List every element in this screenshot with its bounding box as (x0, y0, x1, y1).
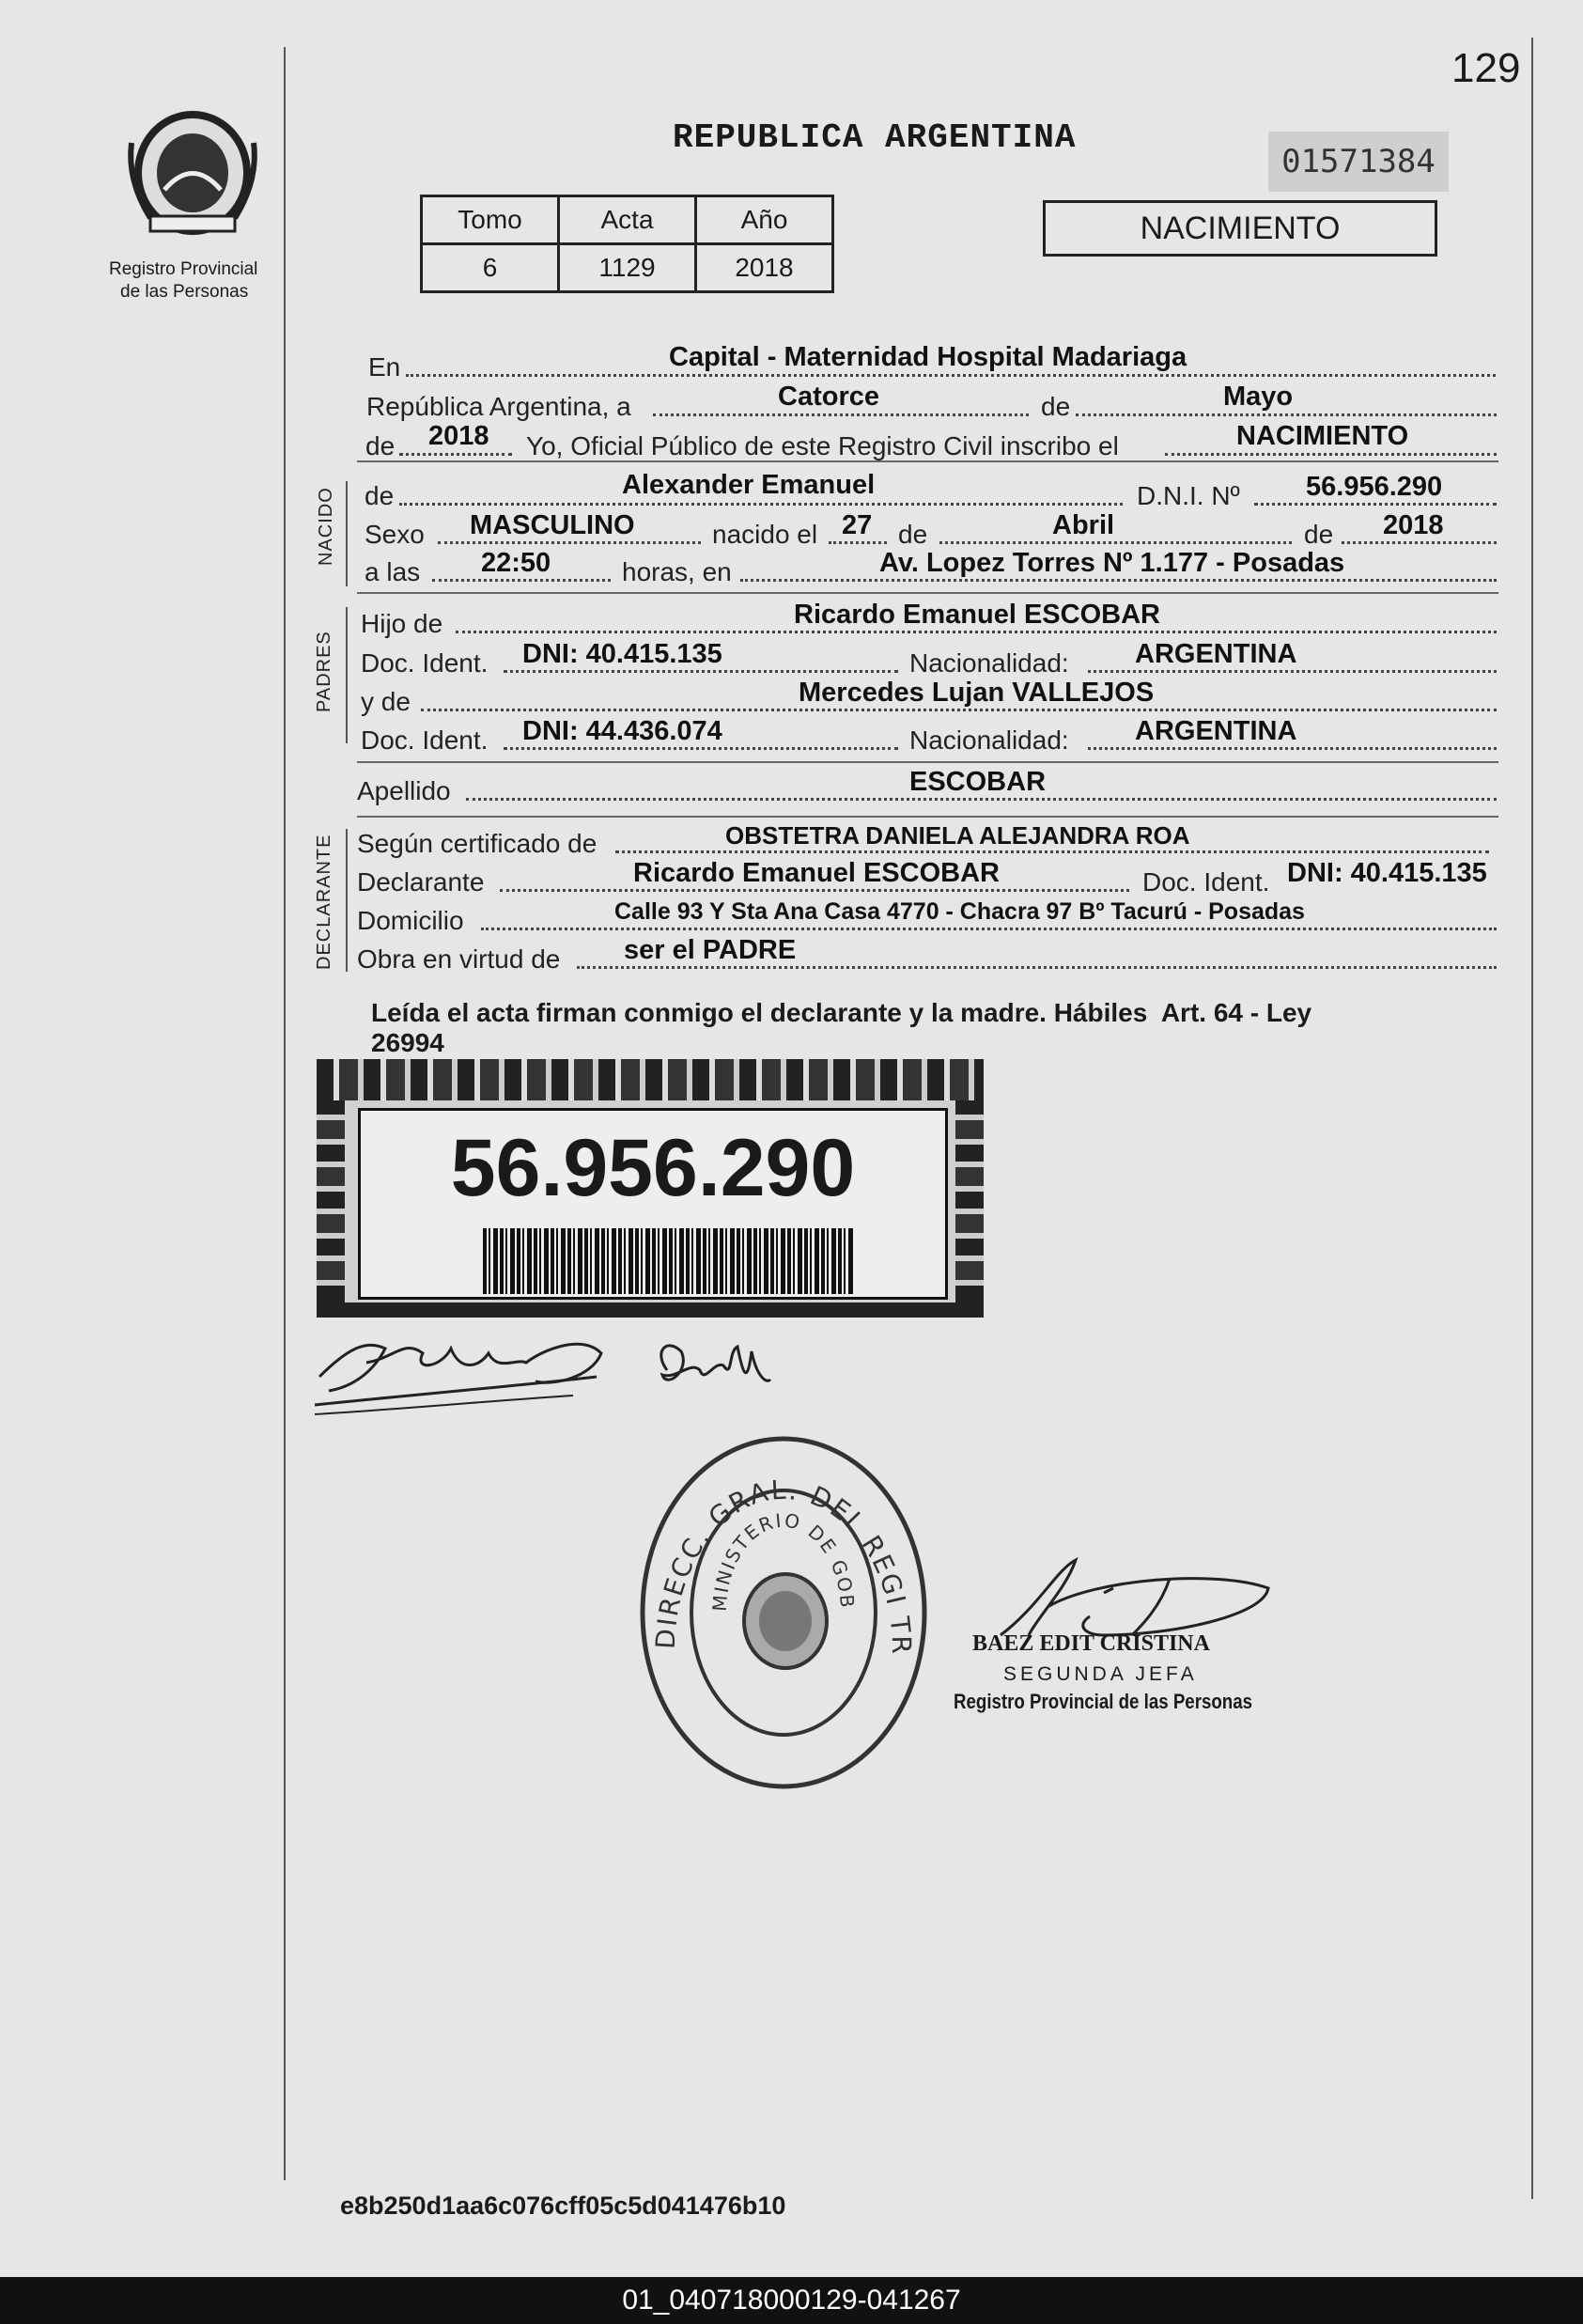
dots (939, 541, 1292, 544)
sexo-label: Sexo (365, 520, 425, 549)
dots (432, 579, 611, 582)
dni-label: D.N.I. Nº (1137, 481, 1240, 510)
record-type: NACIMIENTO (1140, 211, 1341, 246)
birth-address-value: Av. Lopez Torres Nº 1.177 - Posadas (879, 548, 1345, 578)
de-label: de (1304, 520, 1334, 549)
official-role: SEGUNDA JEFA (1003, 1663, 1198, 1685)
dots (399, 453, 512, 456)
cert-value: OBSTETRA DANIELA ALEJANDRA ROA (725, 821, 1190, 850)
dots (577, 966, 1497, 969)
divider (357, 592, 1498, 594)
declarante-section-label: DECLARANTE (314, 834, 334, 970)
divider (357, 816, 1498, 818)
province-logo (122, 105, 263, 246)
nacido-de-label: de (365, 481, 395, 510)
dots (1088, 670, 1497, 673)
obra-label: Obra en virtud de (357, 944, 561, 974)
logo-caption-2: de las Personas (120, 282, 249, 302)
place-value: Capital - Maternidad Hospital Madariaga (669, 342, 1187, 372)
nac-label: Nacionalidad: (909, 648, 1069, 678)
stamp-barcode (483, 1228, 854, 1294)
stamp-inner-box (358, 1108, 948, 1300)
nac-label: Nacionalidad: (909, 725, 1069, 755)
time-value: 22:50 (481, 548, 551, 578)
official-office: Registro Provincial de las Personas (954, 1690, 1253, 1713)
horas-label: horas, en (622, 557, 732, 586)
declarant-signature (310, 1320, 611, 1424)
mother-name-value: Mercedes Lujan VALLEJOS (799, 678, 1155, 708)
anio-value: 2018 (696, 244, 833, 292)
tomo-header: Tomo (422, 196, 559, 244)
page-number: 129 (1451, 45, 1521, 91)
father-nat-value: ARGENTINA (1135, 639, 1297, 669)
stamp-ring-text: DIRECC. GRAL. DEL REGI TR (649, 1474, 918, 1657)
document-hash: e8b250d1aa6c076cff05c5d041476b10 (340, 2191, 786, 2220)
dots (504, 670, 898, 673)
father-doc-value: DNI: 40.415.135 (522, 639, 722, 669)
mother-nat-value: ARGENTINA (1135, 716, 1297, 746)
padres-section-label: PADRES (314, 631, 334, 712)
dom-label: Domicilio (357, 906, 464, 935)
cert-label: Según certificado de (357, 829, 598, 858)
decl-doc-value: DNI: 40.415.135 (1287, 858, 1487, 888)
mother-signature (648, 1333, 780, 1408)
padres-bracket (346, 607, 348, 743)
child-name-value: Alexander Emanuel (622, 470, 876, 500)
sexo-value: MASCULINO (470, 510, 635, 540)
dots (1088, 747, 1497, 750)
anio-header: Año (696, 196, 833, 244)
birth-day-value: 27 (842, 510, 873, 540)
dots (1342, 541, 1497, 544)
dots (740, 579, 1497, 582)
closing-line-1: Leída el acta firman conmigo el declarante y la madre. Hábiles Art. 64 - Ley (371, 998, 1312, 1027)
dots (438, 541, 701, 544)
footer-id: 01_040718000129-041267 (622, 2285, 961, 2316)
year-value: 2018 (428, 421, 489, 451)
nacido-section-label: NACIDO (316, 487, 336, 566)
dots (1076, 413, 1497, 416)
stamp-id-number: 56.956.290 (450, 1123, 856, 1213)
dom-value: Calle 93 Y Sta Ana Casa 4770 - Chacra 97 Bº Tacurú - Posadas (614, 898, 1305, 925)
dots (1165, 453, 1497, 456)
dots (466, 798, 1497, 801)
closing-line-2: 26994 (371, 1028, 444, 1057)
record-table (420, 195, 834, 293)
de-year-label: de (365, 431, 396, 460)
dots (500, 889, 1129, 892)
dots (653, 413, 1029, 416)
decl-value: Ricardo Emanuel ESCOBAR (633, 858, 1000, 888)
father-name-value: Ricardo Emanuel ESCOBAR (794, 600, 1160, 630)
acta-header: Acta (559, 196, 696, 244)
dots (399, 503, 1123, 506)
divider (357, 460, 1498, 462)
birth-year-value: 2018 (1383, 510, 1444, 540)
footer-bar (0, 2277, 1583, 2324)
stamp-r-border-right (955, 1100, 984, 1302)
dots (481, 928, 1497, 930)
a-las-label: a las (365, 557, 421, 586)
apellido-label: Apellido (357, 776, 451, 805)
doc-label: Doc. Ident. (361, 725, 489, 755)
de-label: de (898, 520, 928, 549)
officer-text: Yo, Oficial Público de este Registro Civil inscribo el (526, 431, 1119, 460)
dots (406, 374, 1496, 377)
official-name: BAEZ EDIT CRISTINA (972, 1631, 1210, 1656)
stamp-r-border-top (317, 1059, 984, 1100)
dots (829, 541, 887, 544)
right-margin-line (1531, 38, 1533, 2199)
obra-value: ser el PADRE (624, 935, 797, 965)
birth-month-value: Abril (1052, 510, 1115, 540)
official-round-stamp (637, 1433, 930, 1792)
left-margin-line (284, 47, 286, 2180)
month-value: Mayo (1223, 382, 1294, 412)
en-label: En (368, 352, 401, 382)
mother-doc-value: DNI: 44.436.074 (522, 716, 722, 746)
record-type-box (1043, 200, 1437, 257)
decl-label: Declarante (357, 867, 485, 897)
event-value: NACIMIENTO (1236, 421, 1409, 451)
dots (1254, 503, 1497, 506)
hijo-label: Hijo de (361, 609, 443, 638)
decl-doc-label: Doc. Ident. (1142, 867, 1270, 897)
nacido-el-label: nacido el (712, 520, 818, 549)
logo-caption-1: Registro Provincial (109, 259, 258, 279)
dots (615, 850, 1489, 853)
nacido-bracket (346, 481, 348, 586)
declarante-bracket (346, 829, 348, 972)
dots (421, 709, 1497, 711)
page-title: REPUBLICA ARGENTINA (673, 118, 1077, 157)
child-dni-value: 56.956.290 (1306, 472, 1443, 502)
republica-label: República Argentina, a (366, 392, 631, 421)
tomo-value: 6 (422, 244, 559, 292)
apellido-value: ESCOBAR (909, 767, 1047, 797)
divider (357, 761, 1498, 763)
stamp-inner-text: MINISTERIO DE GOB (707, 1508, 860, 1613)
day-words-value: Catorce (778, 382, 879, 412)
acta-value: 1129 (559, 244, 696, 292)
serial-stamp: 01571384 (1268, 132, 1449, 192)
doc-label: Doc. Ident. (361, 648, 489, 678)
id-stamp (317, 1059, 984, 1318)
dots (456, 631, 1497, 633)
stamp-r-border-left (317, 1100, 345, 1302)
de-label: de (1041, 392, 1071, 421)
stamp-bottom-border (317, 1302, 984, 1318)
yde-label: y de (361, 687, 411, 716)
dots (504, 747, 898, 750)
